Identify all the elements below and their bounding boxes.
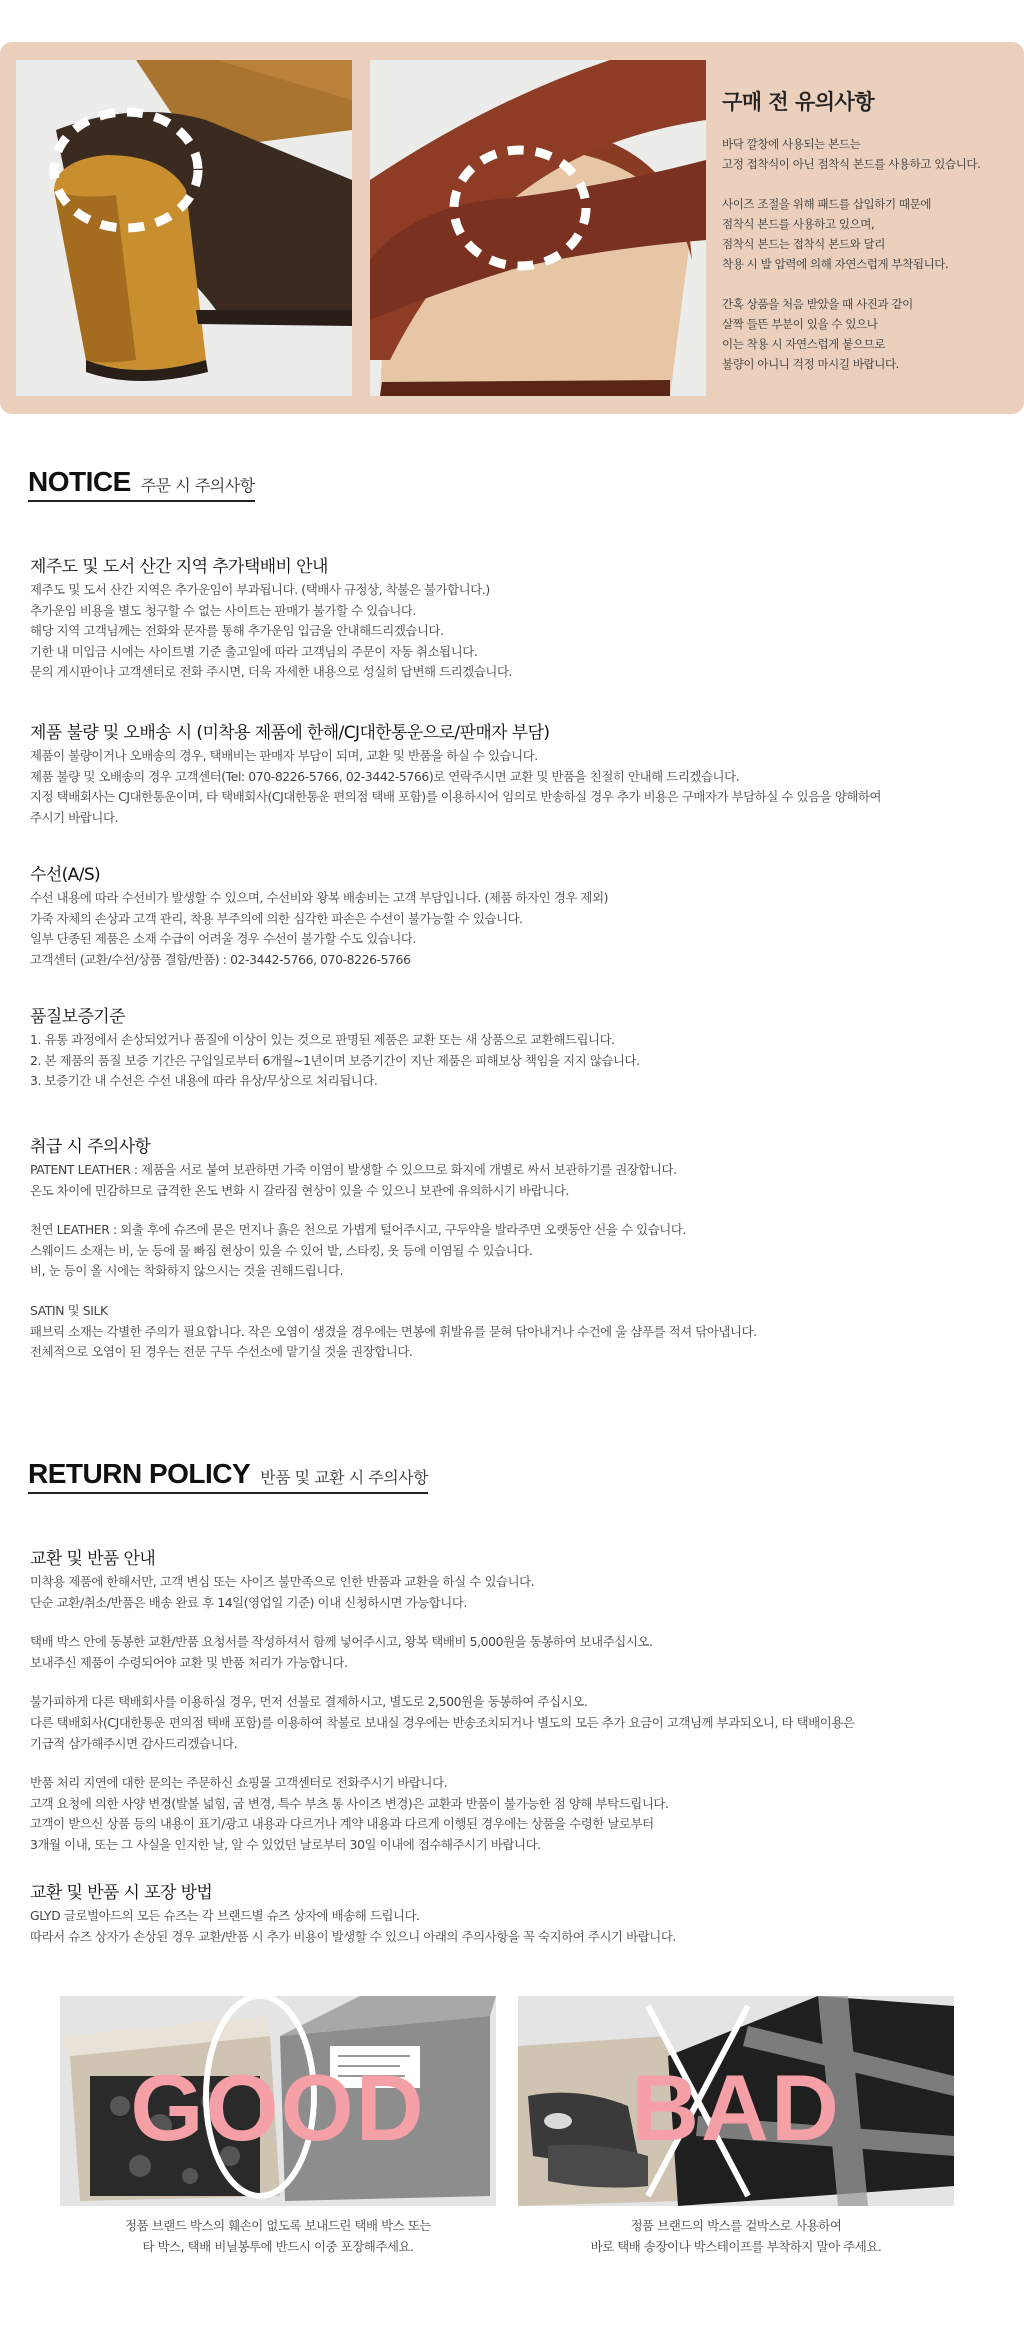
defect-line: 지정 택배회사는 CJ대한통운이며, 타 택배회사(CJ대한통운 편의점 택배 포함)를 이용하시어 임의로 반송하실 경우 추가 비용은 구매자가 부담하실 수 있음을 양해하여	[30, 789, 882, 805]
packing-section	[30, 1882, 1000, 1947]
handling-line: 전체적으로 오염이 된 경우는 전문 구두 수선소에 맡기실 것을 권장합니다.	[30, 1344, 413, 1360]
defect-line: 제품이 불량이거나 오배송의 경우, 택배비는 판매자 부담이 되며, 교환 및 반품을 하실 수 있습니다.	[30, 748, 538, 763]
delivery-line: 해당 지역 고객님께는 전화와 문자를 통해 추가운임 입금을 안내해드리겠습니다.	[30, 623, 444, 639]
exchange-line: 3개월 이내, 또는 그 사실을 인지한 날, 알 수 있었던 날로부터 30일 이내에 접수해주시기 바랍니다.	[30, 1836, 541, 1852]
delivery-line: 기한 내 미입금 시에는 사이트별 기준 출고일에 따라 고객님의 주문이 자동 취소됩니다.	[30, 643, 478, 659]
exchange-line: 반품 처리 지연에 대한 문의는 주문하신 쇼핑몰 고객센터로 전화주시기 바랍니다.	[30, 1775, 448, 1791]
repair-line: 수선 내용에 따라 수선비가 발생할 수 있으며, 수선비와 왕복 배송비는 고객 부담입니다. (제품 하자인 경우 제외)	[30, 890, 609, 905]
repair-line: 고객센터 (교환/수선/상품 결함/반품) : 02-3442-5766, 070-8226-5766	[30, 951, 411, 967]
handling-title: 취급 시 주의사항	[30, 1137, 151, 1157]
repair-title: 수선(A/S)	[30, 865, 101, 885]
quality-line: 1. 유통 과정에서 손상되었거나 품질에 이상이 있는 것으로 판명된 제품은 교환 또는 새 상품으로 교환해드립니다.	[30, 1032, 615, 1047]
exchange-line: 보내주신 제품이 수령되어야 교환 및 반품 처리가 가능합니다.	[30, 1654, 348, 1670]
good-label: GOOD	[130, 2055, 426, 2160]
good-packing-photo	[60, 1996, 496, 2206]
handling-line: 비, 눈 등이 올 시에는 착화하지 않으시는 것을 권해드립니다.	[30, 1263, 344, 1279]
quality-section	[30, 1006, 1000, 1092]
caution-title: 구매 전 유의사항	[722, 90, 875, 114]
delivery-line: 제주도 및 도서 산간 지역은 추가운임이 부과됩니다. (택배사 규정상, 착불은 불가합니다.)	[30, 582, 490, 597]
delivery-title: 제주도 및 도서 산간 지역 추가택배비 안내	[30, 557, 328, 577]
packing-title: 교환 및 반품 시 포장 방법	[30, 1883, 213, 1903]
defect-section	[30, 722, 1000, 828]
spacer	[30, 1282, 1000, 1301]
spacer	[30, 1673, 1000, 1692]
exchange-line: 다른 택배회사(CJ대한통운 편의점 택배 포함)를 이용하여 착불로 보내실 경우에는 반송조치되거나 별도의 모든 추가 요금이 고객님께 부과되오니, 타 택배이용은	[30, 1714, 855, 1730]
return-policy-heading	[28, 1458, 428, 1494]
caution-paragraph-1: 바닥 깔창에 사용되는 본드는 고정 접착식이 아닌 점착식 본드를 사용하고 있습니다.	[722, 137, 981, 171]
notice-title: NOTICE	[28, 466, 131, 497]
exchange-line: 단순 교환/취소/반품은 배송 완료 후 14일(영업일 기준) 이내 신청하시면 가능합니다.	[30, 1594, 467, 1610]
packing-line: 따라서 슈즈 상자가 손상된 경우 교환/반품 시 추가 비용이 발생할 수 있으니 아래의 주의사항을 꼭 숙지하여 주시기 바랍니다.	[30, 1928, 676, 1944]
exchange-line: 고객이 받으신 상품 등의 내용이 표기/광고 내용과 다르거나 계약 내용과 다르게 이행된 경우에는 상품을 수령한 날로부터	[30, 1816, 654, 1832]
bad-label: BAD	[631, 2055, 841, 2160]
handling-line: SATIN 및 SILK	[30, 1302, 108, 1318]
exchange-line: 불가피하게 다른 택배회사를 이용하실 경우, 먼저 선불로 결제하시고, 별도로 2,500원을 동봉하여 주십시오.	[30, 1694, 588, 1710]
exchange-line: 미착용 제품에 한해서만, 고객 변심 또는 사이즈 불만족으로 인한 반품과 교환을 하실 수 있습니다.	[30, 1574, 535, 1589]
caution-text	[722, 86, 1012, 394]
handling-line: 천연 LEATHER : 외출 후에 슈즈에 묻은 먼지나 흙은 천으로 가볍게 털어주시고, 구두약을 발라주면 오랫동안 신을 수 있습니다.	[30, 1222, 686, 1238]
handling-line: 온도 차이에 민감하므로 급격한 온도 변화 시 갈라짐 현상이 있을 수 있으니 보관에 유의하시기 바랍니다.	[30, 1182, 569, 1198]
delivery-line: 문의 게시판이나 고객센터로 전화 주시면, 더욱 자세한 내용으로 성실히 답변해 드리겠습니다.	[30, 664, 513, 680]
good-caption: 정품 브랜드 박스의 훼손이 없도록 보내드린 택배 박스 또는 타 박스, 택배 비닐봉투에 반드시 이중 포장해주세요.	[125, 2218, 431, 2254]
handling-line: PATENT LEATHER : 제품을 서로 붙여 보관하면 가죽 이염이 발생할 수 있으므로 화지에 개별로 싸서 보관하기를 권장합니다.	[30, 1162, 677, 1177]
caution-paragraph-2: 사이즈 조절을 위해 패드를 삽입하기 때문에 점착식 본드를 사용하고 있으며, 점착식 본드는 접착식 본드와 달리 착용 시 발 압력에 의해 자연스럽게 부착됩니다.	[722, 197, 949, 271]
quality-title: 품질보증기준	[30, 1007, 125, 1027]
caution-panel	[0, 42, 1024, 414]
exchange-section	[30, 1548, 1000, 1856]
exchange-title: 교환 및 반품 안내	[30, 1549, 156, 1569]
defect-line: 주시기 바랍니다.	[30, 809, 119, 825]
spacer	[30, 1201, 1000, 1220]
delivery-line: 추가운임 비용을 별도 청구할 수 없는 사이트는 판매가 불가할 수 있습니다.	[30, 602, 417, 618]
repair-section	[30, 864, 1000, 970]
repair-line: 일부 단종된 제품은 소재 수급이 어려울 경우 수선이 불가할 수도 있습니다.	[30, 931, 417, 947]
handling-section	[30, 1136, 1000, 1363]
notice-subtitle: 주문 시 주의사항	[140, 476, 255, 495]
handling-line: 스웨이드 소재는 비, 눈 등에 물 빠짐 현상이 있을 수 있어 밭, 스타킹, 옷 등에 이염될 수 있습니다.	[30, 1242, 533, 1258]
exchange-line: 택배 박스 안에 동봉한 교환/반품 요청서를 작성하셔서 함께 넣어주시고, 왕복 택배비 5,000원을 동봉하여 보내주십시오.	[30, 1634, 653, 1650]
sandal-photo	[370, 60, 706, 396]
return-policy-subtitle: 반품 및 교환 시 주의사항	[260, 1468, 429, 1487]
delivery-section	[30, 556, 1000, 683]
caution-paragraph-3: 간혹 상품을 처음 받았을 때 사진과 같이 살짝 들뜬 부분이 있을 수 있으나 이는 착용 시 자연스럽게 붙으므로 불량이 아니니 걱정 마시길 바랍니다.	[722, 297, 913, 371]
quality-line: 2. 본 제품의 품질 보증 기간은 구입일로부터 6개월~1년이며 보증기간이 지난 제품은 피해보상 책임을 지지 않습니다.	[30, 1052, 640, 1068]
spacer	[30, 1754, 1000, 1773]
heel-photo	[16, 60, 352, 396]
repair-line: 가죽 자체의 손상과 고객 관리, 착용 부주의에 의한 심각한 파손은 수선이 불가능할 수 있습니다.	[30, 910, 523, 926]
defect-title: 제품 불량 및 오배송 시 (미착용 제품에 한해/CJ대한통운으로/판매자 부담)	[30, 723, 550, 743]
quality-line: 3. 보증기간 내 수선은 수선 내용에 따라 유상/무상으로 처리됩니다.	[30, 1073, 378, 1089]
handling-line: 패브릭 소재는 각별한 주의가 필요합니다. 작은 오염이 생겼을 경우에는 면봉에 휘발유를 묻혀 닦아내거나 수건에 울 샴푸를 적셔 닦아냅니다.	[30, 1323, 757, 1339]
spacer	[30, 1613, 1000, 1632]
defect-line: 제품 불량 및 오배송의 경우 고객센터(Tel: 070-8226-5766, 02-3442-5766)로 연락주시면 교환 및 반품을 친절히 안내해 드리겠습니다.	[30, 768, 740, 784]
packing-line: GLYD 글로벌아드의 모든 슈즈는 각 브랜드별 슈즈 상자에 배송해 드립니다.	[30, 1908, 420, 1923]
return-policy-title: RETURN POLICY	[28, 1458, 251, 1489]
exchange-line: 기급적 삼가해주시면 감사드리겠습니다.	[30, 1735, 238, 1751]
exchange-line: 고객 요청에 의한 사양 변경(발볼 넓힘, 굽 변경, 특수 부츠 통 사이즈 변경)은 교환과 반품이 불가능한 점 양해 부탁드립니다.	[30, 1795, 669, 1811]
notice-heading	[28, 466, 255, 502]
bad-packing-photo	[518, 1996, 954, 2206]
bad-caption: 정품 브랜드의 박스를 겉박스로 사용하여 바로 택배 송장이나 박스테이프를 부착하지 말아 주세요.	[590, 2218, 882, 2254]
